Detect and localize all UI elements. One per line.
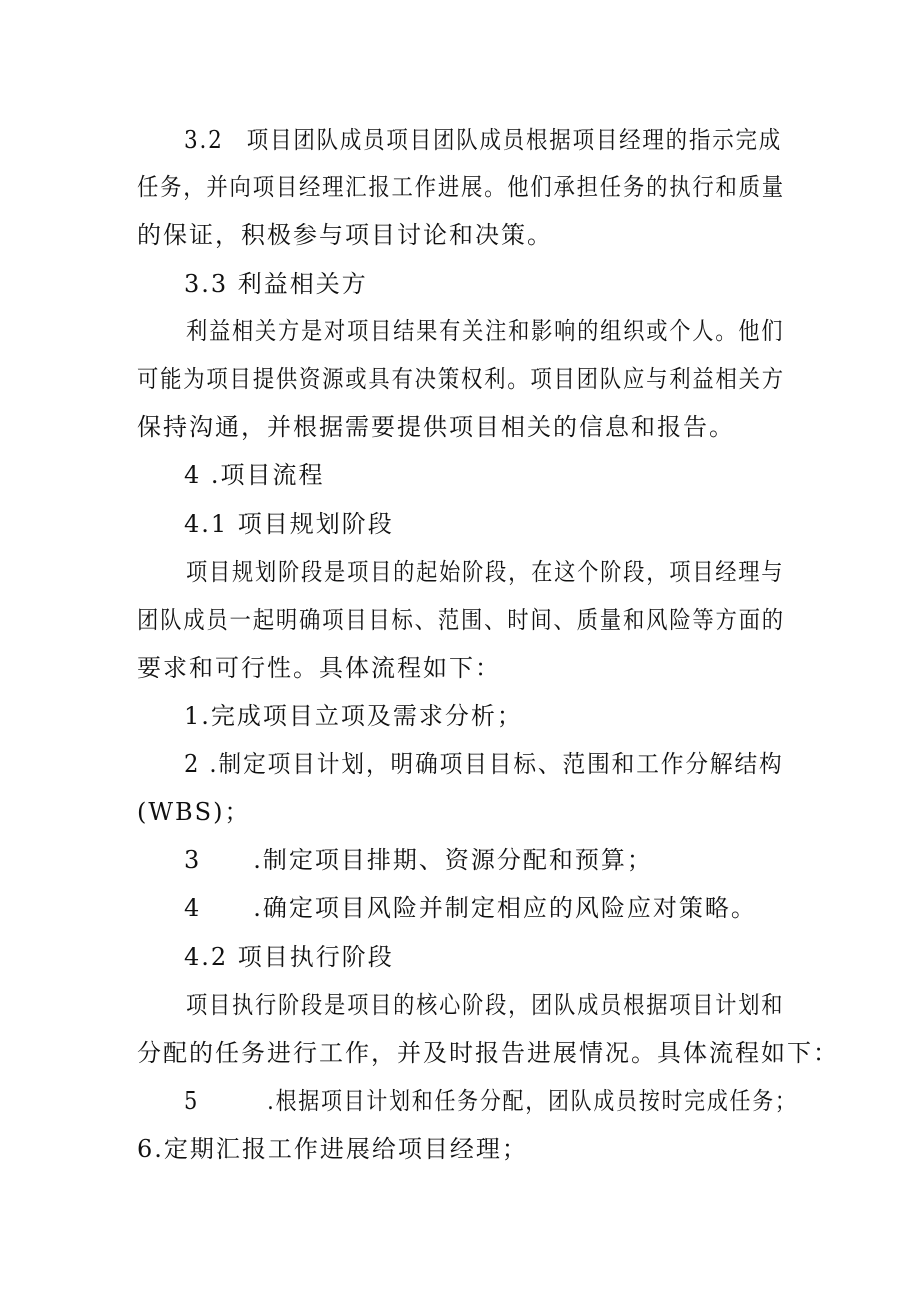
list-item: 5 .根据项目计划和任务分配，团队成员按时完成任务；: [184, 1087, 798, 1115]
list-item: 3 .制定项目排期、资源分配和预算；: [184, 846, 653, 874]
list-item: 2 .制定项目计划，明确项目目标、范围和工作分解结构: [184, 750, 784, 778]
paragraph-line: 项目执行阶段是项目的核心阶段，团队成员根据项目计划和: [186, 991, 785, 1019]
list-item: 1.完成项目立项及需求分析；: [184, 702, 523, 730]
paragraph-line: 要求和可行性。具体流程如下：: [137, 654, 501, 682]
paragraph-line: 分配的任务进行工作，并及时报告进展情况。具体流程如下：: [137, 1039, 839, 1067]
paragraph-line: 3.2 项目团队成员项目团队成员根据项目经理的指示完成: [184, 126, 783, 154]
paragraph-line: 保持沟通，并根据需要提供项目相关的信息和报告。: [137, 413, 735, 441]
section-heading: 4.1 项目规划阶段: [184, 510, 394, 538]
paragraph-line: 项目规划阶段是项目的起始阶段，在这个阶段，项目经理与: [186, 558, 785, 586]
paragraph-line: 团队成员一起明确项目目标、范围、时间、质量和风险等方面的: [137, 606, 785, 634]
paragraph-line: 利益相关方是对项目结果有关注和影响的组织或个人。他们: [186, 317, 785, 345]
paragraph-line: 可能为项目提供资源或具有决策权利。项目团队应与利益相关方: [137, 365, 785, 393]
list-item: 6.定期汇报工作进展给项目经理；: [137, 1135, 528, 1163]
section-heading: 4.2 项目执行阶段: [184, 943, 394, 971]
list-item: 4 .确定项目风险并制定相应的风险应对策略。: [184, 894, 757, 922]
paragraph-line: 任务，并向项目经理汇报工作进展。他们承担任务的执行和质量: [137, 173, 785, 201]
paragraph-line: 的保证，积极参与项目讨论和决策。: [137, 221, 553, 249]
list-item-continuation: (WBS)；: [137, 798, 251, 826]
section-heading: 4 .项目流程: [184, 461, 325, 489]
section-heading: 3.3 利益相关方: [184, 270, 368, 298]
